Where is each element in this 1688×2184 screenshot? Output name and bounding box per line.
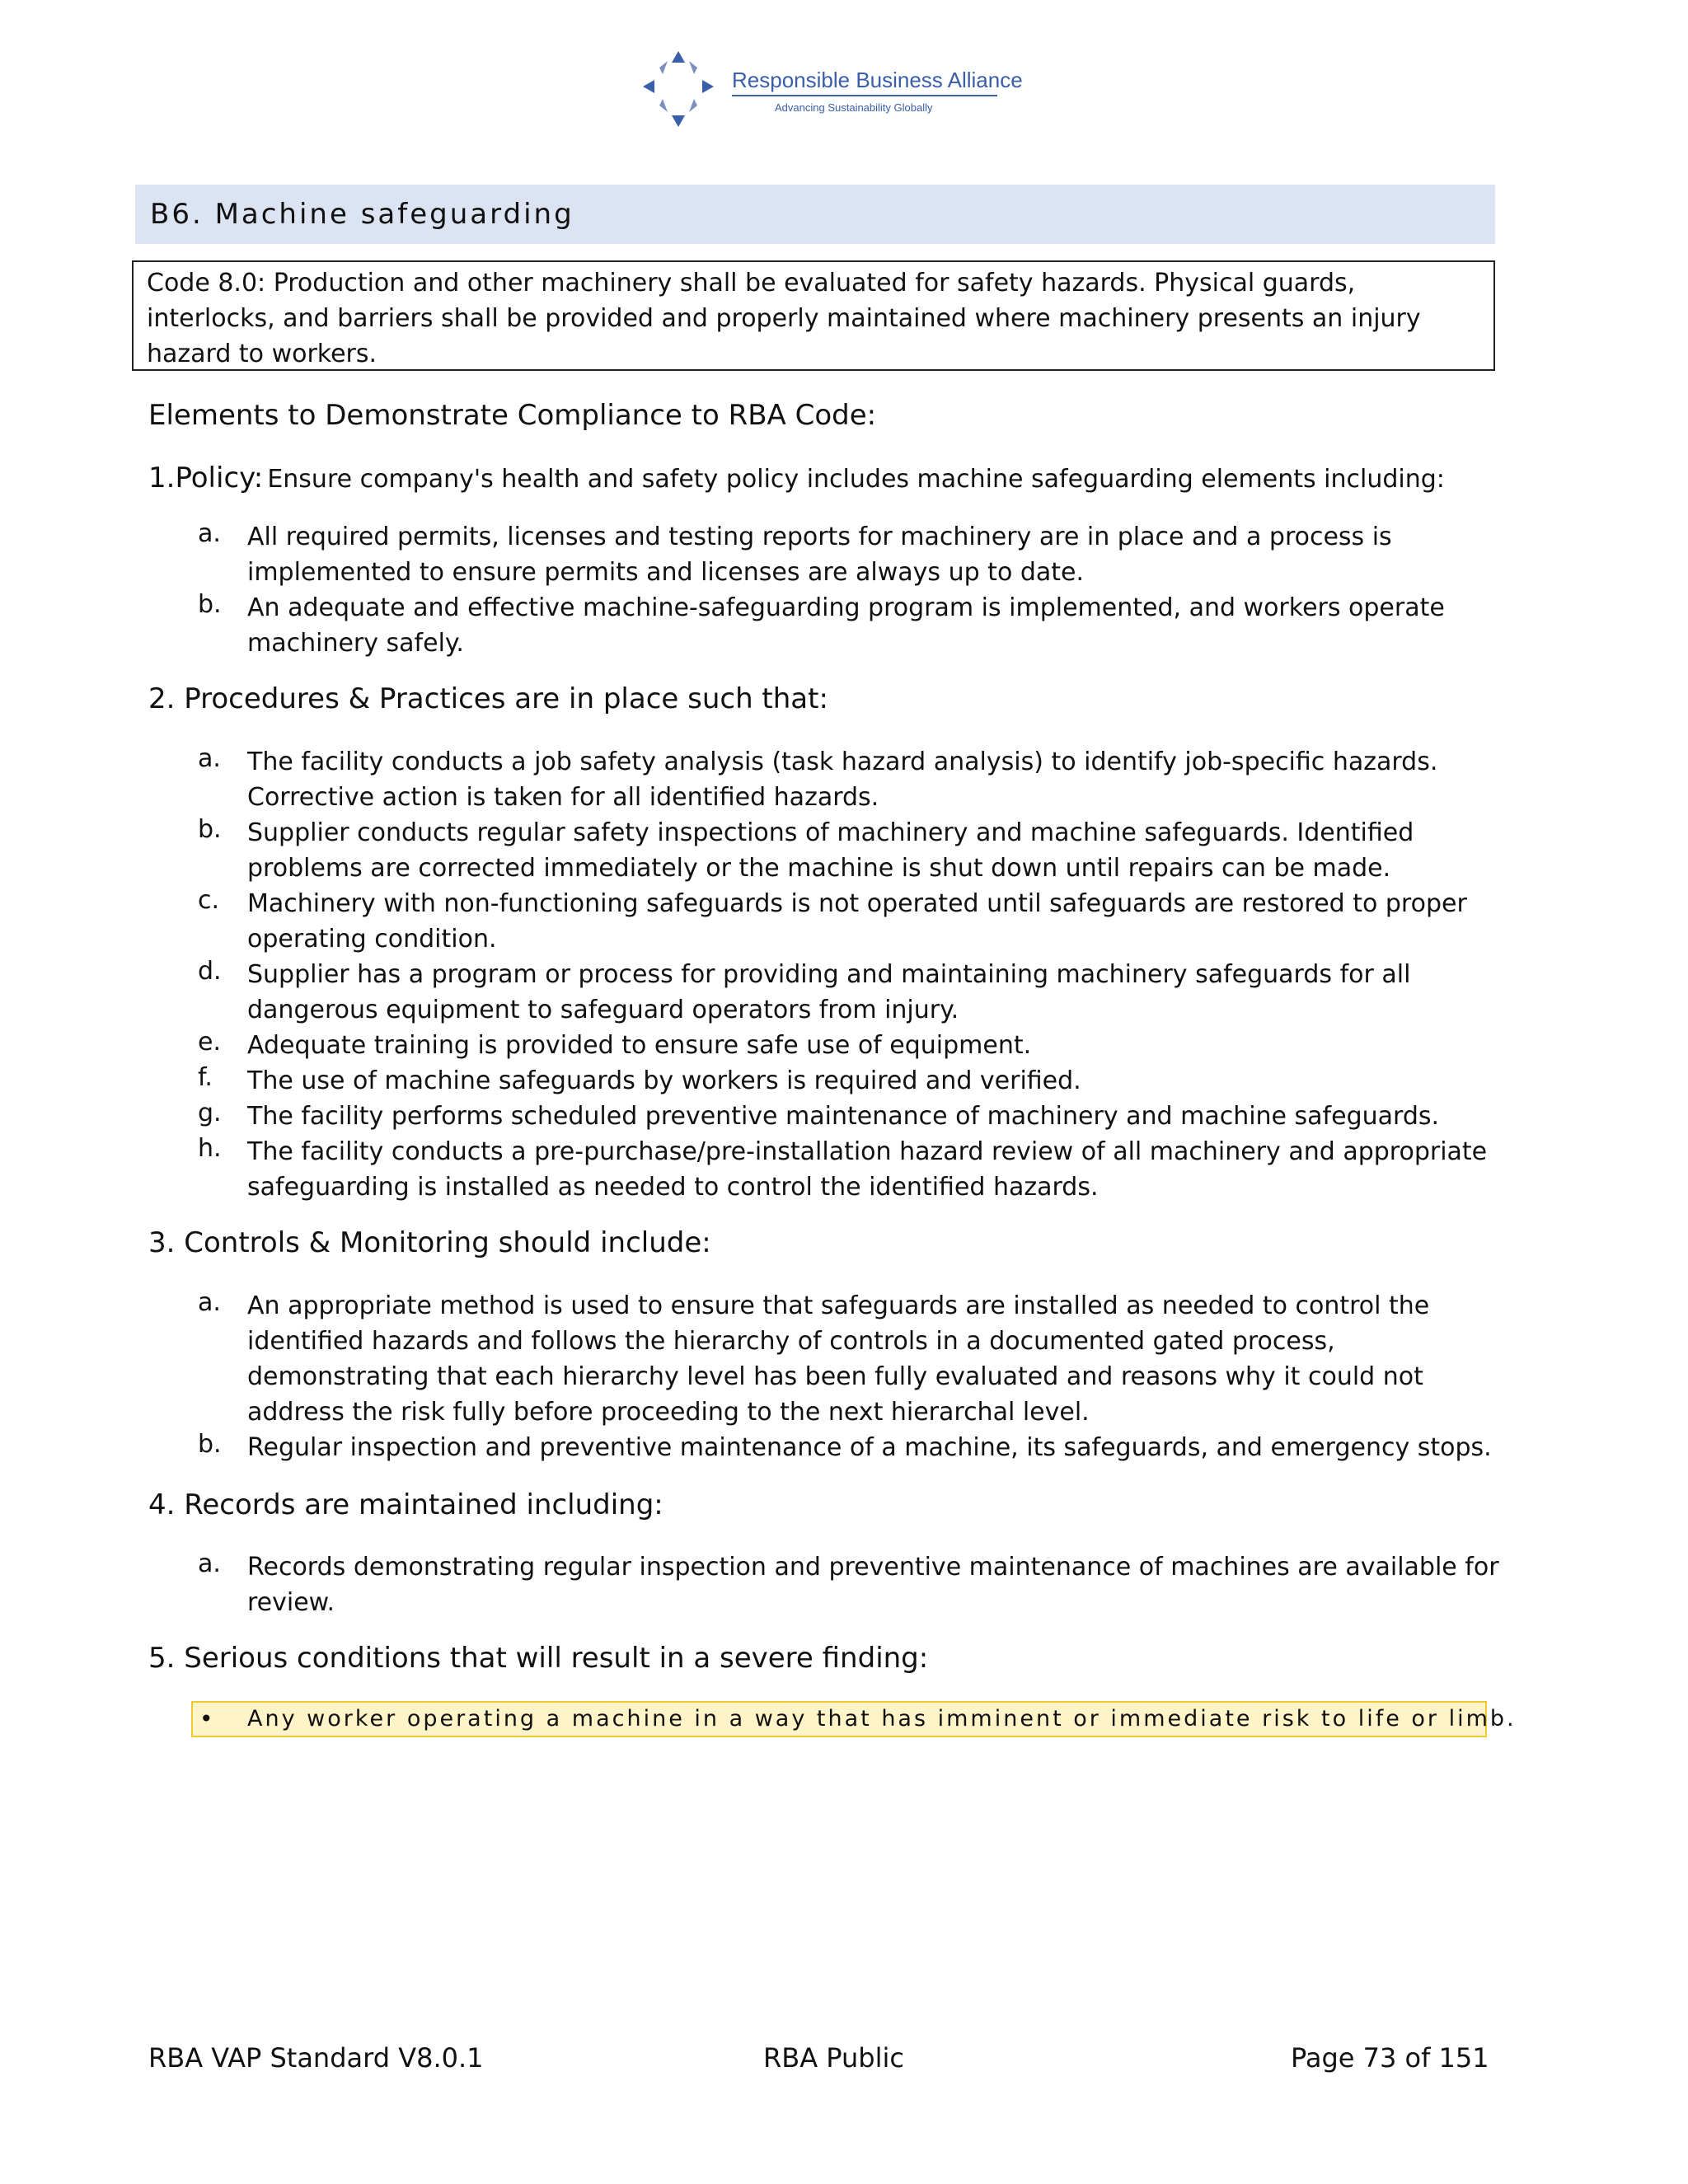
procedures-heading: 2. Procedures & Practices are in place such that: [148,682,828,715]
list-marker: b. [198,815,222,844]
records-heading: 4. Records are maintained including: [148,1488,663,1521]
list-marker: h. [198,1134,222,1163]
list-item: Records demonstrating regular inspection and preventive maintenance of machines are available for review. [247,1553,1499,1617]
list-item: The facility performs scheduled preventive maintenance of machinery and machine safeguards. [247,1102,1440,1131]
severe-finding-text: Any worker operating a machine in a way that has imminent or immediate risk to life or limb. [247,1706,1517,1732]
list-item: Supplier has a program or process for providing and maintaining machinery safeguards for all dangerous equipment to safeguard operators from injury. [247,960,1411,1024]
list-marker: e. [198,1028,221,1057]
elements-heading: Elements to Demonstrate Compliance to RBA Code: [148,399,877,432]
rba-logo [643,49,1023,132]
list-marker: a. [198,1288,221,1317]
list-marker: a. [198,744,221,773]
logo-rule [732,95,997,96]
logo-tagline: Advancing Sustainability Globally [775,101,933,114]
list-item: The facility conducts a job safety analysis (task hazard analysis) to identify job-specific hazards. Corrective action is taken for all identified hazards. [247,748,1438,812]
footer-page-number: Page 73 of 151 [1291,2042,1489,2074]
footer-left: RBA VAP Standard V8.0.1 [148,2042,484,2074]
list-item: Regular inspection and preventive maintenance of a machine, its safeguards, and emergency stops. [247,1433,1492,1462]
policy-title: Policy: [175,462,264,494]
list-item: Adequate training is provided to ensure safe use of equipment. [247,1031,1032,1060]
code-box: Code 8.0: Production and other machinery shall be evaluated for safety hazards. Physical guards, interlocks, and barriers shall be provided and properly maintained where machinery presents an injury hazard to workers. [132,260,1495,371]
list-item: Supplier conducts regular safety inspections of machinery and machine safeguards. Identified problems are corrected immediately or the machine is shut down until repairs can be made. [247,818,1414,883]
list-item: Machinery with non-functioning safeguards is not operated until safeguards are restored to proper operating condition. [247,889,1467,954]
serious-heading: 5. Serious conditions that will result in a severe finding: [148,1642,929,1675]
list-item: An appropriate method is used to ensure that safeguards are installed as needed to control the identified hazards and follows the hierarchy of controls in a documented gated process, demonstrating that each hierarchy level has been fully evaluated and reasons why it could not address the risk fully before proceeding to the next hierarchal level. [247,1291,1430,1427]
policy-line [148,462,1445,494]
list-item: An adequate and effective machine-safeguarding program is implemented, and workers operate machinery safely. [247,593,1445,658]
list-item: The facility conducts a pre-purchase/pre-installation hazard review of all machinery and appropriate safeguarding is installed as needed to control the identified hazards. [247,1137,1488,1202]
section-header [135,185,1495,244]
list-marker: g. [198,1099,222,1127]
list-marker: a. [198,1549,221,1578]
bullet-icon: • [199,1705,213,1732]
list-marker: b. [198,1430,222,1459]
section-title: B6. Machine safeguarding [150,198,574,231]
list-item: All required permits, licenses and testing reports for machinery are in place and a process is implemented to ensure permits and licenses are always up to date. [247,523,1392,587]
policy-intro: Ensure company's health and safety policy includes machine safeguarding elements including: [267,465,1445,494]
list-marker: b. [198,590,222,619]
controls-heading: 3. Controls & Monitoring should include: [148,1226,711,1259]
severe-finding-highlight [191,1701,1517,1737]
list-marker: d. [198,957,222,986]
logo-name: Responsible Business Alliance [732,68,1023,92]
list-marker: a. [198,519,221,548]
list-marker: f. [198,1063,213,1092]
policy-number: 1. [148,462,176,494]
compass-arrows-icon [643,49,725,132]
list-item: The use of machine safeguards by workers is required and verified. [247,1066,1081,1095]
list-marker: c. [198,886,220,915]
footer-center: RBA Public [763,2042,904,2074]
